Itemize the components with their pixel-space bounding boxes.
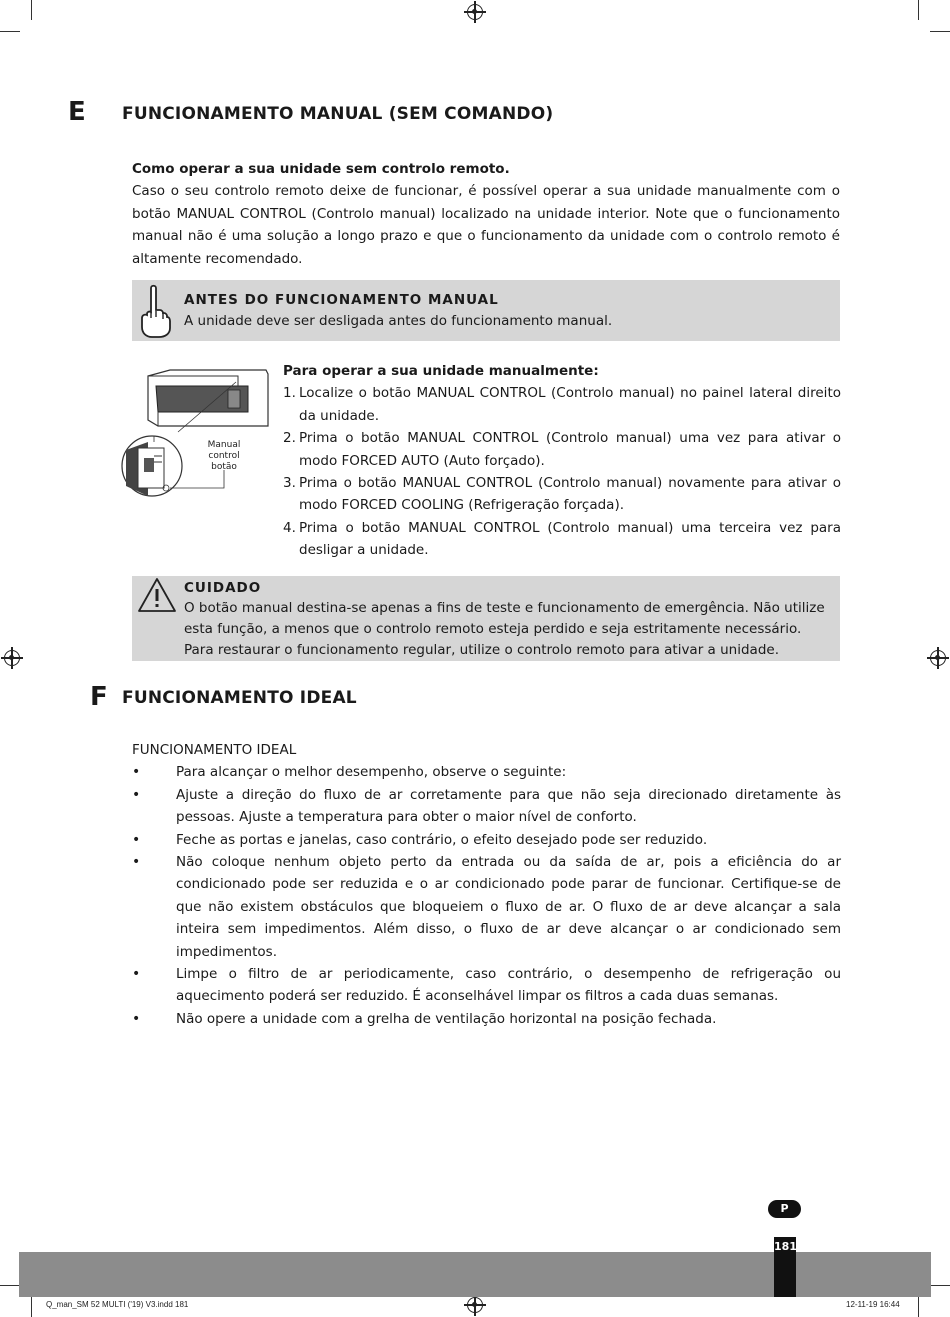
step-text: Localize o botão MANUAL CONTROL (Controlo manual) no painel lateral direito da unidade. [299, 385, 841, 424]
print-slug-left: Q_man_SM 52 MULTI ('19) V3.indd 181 [46, 1300, 189, 1309]
bullet-item: • Ajuste a direção do fluxo de ar corretamente para que não seja direcionado diretamente às pessoas. Ajuste a temperatura para obter o maior nível de conforto. [132, 784, 841, 829]
steps-block [283, 360, 841, 562]
intro-heading: Como operar a sua unidade sem controlo remoto. [132, 161, 510, 177]
section-title: FUNCIONAMENTO IDEAL [122, 688, 357, 708]
bullet-item: • Feche as portas e janelas, caso contrário, o efeito desejado pode ser reduzido. [132, 829, 841, 851]
page-number: 181 [774, 1237, 796, 1297]
note-box [132, 280, 840, 341]
crop-mark [0, 1285, 20, 1286]
figure-label-line: control [208, 451, 240, 461]
bullet-item: • Não opere a unidade com a grelha de ventilação horizontal na posição fechada. [132, 1008, 841, 1030]
bullet-item: • Para alcançar o melhor desempenho, observe o seguinte: [132, 761, 841, 783]
note-title: ANTES DO FUNCIONAMENTO MANUAL [184, 292, 499, 308]
caution-title: CUIDADO [184, 580, 262, 596]
step-text: Prima o botão MANUAL CONTROL (Controlo manual) uma vez para ativar o modo FORCED AUTO (Auto forçado). [299, 430, 841, 469]
ideal-operation-block [132, 739, 841, 1030]
intro-block [132, 158, 840, 270]
warning-triangle-icon [136, 576, 178, 614]
step-number: 2. [283, 430, 296, 447]
step-item [283, 427, 841, 472]
intro-text: Caso o seu controlo remoto deixe de funcionar, é possível operar a sua unidade manualmente com o botão MANUAL CONTROL (Controlo manual) localizado na unidade interior. Note que o funcionamento manual não é uma solução a longo prazo e que o funcionamento da unidade com o controlo remoto é altamente recomendado. [132, 183, 840, 267]
step-number: 3. [283, 475, 296, 492]
step-item [283, 517, 841, 562]
caution-text: O botão manual destina-se apenas a fins de teste e funcionamento de emergência. Não utilize esta função, a menos que o controlo remoto esteja perdido e seja estritamente necessário. Para restaurar o funcionamento regular, utilize o controlo remoto para ativar a unidade. [184, 600, 825, 658]
steps-list [283, 382, 841, 561]
crop-mark [930, 1285, 950, 1286]
step-text: Prima o botão MANUAL CONTROL (Controlo manual) uma terceira vez para desligar a unidade. [299, 519, 841, 559]
caution-box [132, 576, 840, 661]
step-number: 4. [283, 519, 296, 536]
print-slug-right: 12-11-19 16:44 [846, 1300, 900, 1309]
ideal-bullet-list [132, 761, 841, 1030]
section-letter: E [68, 97, 86, 127]
crop-mark [31, 1297, 32, 1317]
step-item [283, 472, 841, 517]
ideal-subheading: FUNCIONAMENTO IDEAL [132, 742, 297, 758]
step-text: Prima o botão MANUAL CONTROL (Controlo manual) novamente para ativar o modo FORCED COOLING (Refrigeração forçada). [299, 475, 841, 514]
crop-mark [918, 1297, 919, 1317]
pointing-hand-icon [138, 284, 172, 338]
language-badge: P [768, 1200, 801, 1218]
step-item [283, 382, 841, 427]
manual-control-figure [118, 362, 278, 502]
note-text: A unidade deve ser desligada antes do funcionamento manual. [184, 313, 613, 329]
crop-mark [918, 0, 919, 20]
figure-label-line: botão [211, 462, 237, 472]
registration-mark-icon [467, 1297, 483, 1313]
bullet-item: • Limpe o filtro de ar periodicamente, caso contrário, o desempenho de refrigeração ou aquecimento poderá ser reduzido. É aconselhável limpar os filtros a cada duas semanas. [132, 963, 841, 1008]
step-number: 1. [283, 385, 296, 402]
section-title: FUNCIONAMENTO MANUAL (SEM COMANDO) [122, 104, 554, 124]
registration-mark-icon [4, 650, 20, 666]
steps-heading: Para operar a sua unidade manualmente: [283, 363, 599, 379]
bullet-item: • Não coloque nenhum objeto perto da entrada ou da saída de ar, pois a eficiência do ar condicionado pode ser reduzida e o ar condicionado pode parar de funcionar. Certifique-se de que não existem obstáculos que bloqueiem o fluxo de ar. O fluxo de ar deve alcançar a sala inteira sem impedimentos. Além disso, o fluxo de ar deve alcançar o ar condicionado sem impedimentos. [132, 851, 841, 963]
crop-mark [0, 31, 20, 32]
registration-mark-icon [467, 4, 483, 20]
registration-mark-icon [930, 650, 946, 666]
section-letter: F [90, 682, 108, 712]
air-conditioner-illustration [118, 362, 278, 502]
crop-mark [930, 31, 950, 32]
figure-label [196, 440, 252, 473]
figure-label-line: Manual [207, 440, 241, 450]
crop-mark [31, 0, 32, 20]
